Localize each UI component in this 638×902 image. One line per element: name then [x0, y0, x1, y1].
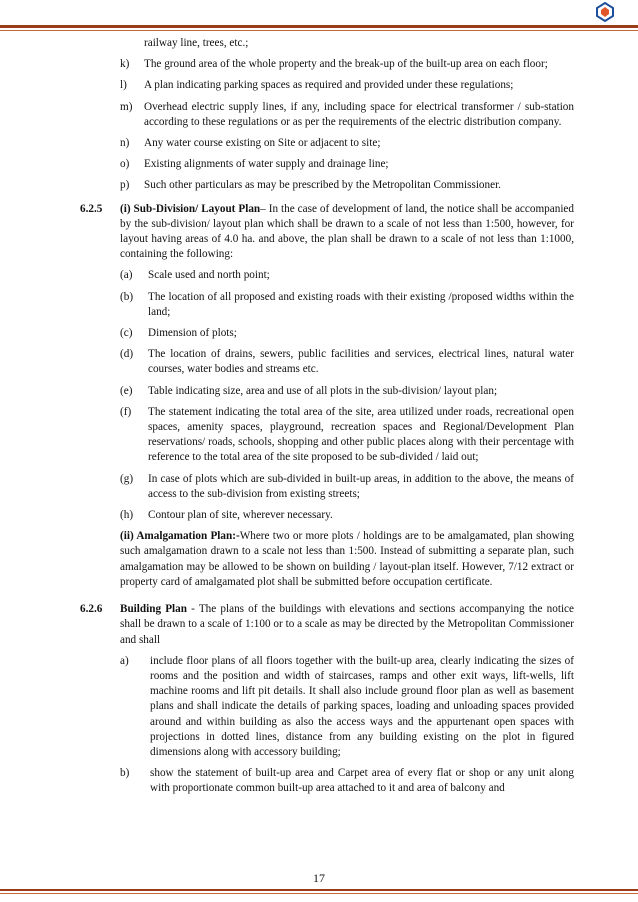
- list-item-a: (a) Scale used and north point;: [120, 269, 270, 282]
- amalgamation-paragraph: [80, 529, 574, 590]
- list-item-g: (g) In case of plots which are sub-divided in built-up areas, in addition to the above, the means of access to the sub-division from existing streets;: [120, 472, 574, 500]
- amalgamation-heading: (ii) Amalgamation Plan:-: [120, 530, 240, 543]
- section-text: - The plans of the buildings with elevations and sections accompanying the notice shall be drawn to a scale of 1:100 or to a scale as may be directed by the Metropolitan Commissioner and shall: [120, 603, 574, 646]
- section-text: – In the case of development of land, the notice shall be accompanied by the sub-division/ layout plan which shall be drawn to a scale of not less than 1:500, however, for layout having areas of 4.0 ha. and above, the plan shall be drawn to a scale of not less than 1:1000, containing the following:: [120, 202, 574, 261]
- list-item-d: (d) The location of drains, sewers, public facilities and services, electrical lines, natural water courses, water bodies and streams etc.: [120, 348, 574, 376]
- list-item-h: (h) Contour plan of site, wherever necessary.: [120, 509, 333, 522]
- section-6-2-6: [80, 602, 574, 648]
- list-item-k: k) The ground area of the whole property and the break-up of the built-up area on each floor;: [120, 58, 548, 71]
- header-rule: [0, 25, 638, 28]
- list-item-continued: railway line, trees, etc.;: [144, 37, 249, 49]
- footer-rule: [0, 889, 638, 891]
- list-item-b: (b) The location of all proposed and existing roads with their existing /proposed widths within the land;: [120, 290, 574, 318]
- page-content: [80, 38, 574, 803]
- list-item-f: (f) The statement indicating the total area of the site, area utilized under roads, recreational open spaces, amenity spaces, playground, recreation spaces and Regional/Development Plan reservations/ roads, schools, shopping and other public places along with their percentage with reference to the total area of the site proposed to be sub-divided / laid out;: [120, 405, 574, 464]
- section-number: 6.2.5: [80, 202, 103, 215]
- section-number: 6.2.6: [80, 603, 103, 616]
- list-item-e: (e) Table indicating size, area and use of all plots in the sub-division/ layout plan;: [120, 384, 498, 397]
- list-item-a: a) include floor plans of all floors together with the built-up area, clearly indicating the sizes of rooms and the position and width of staircases, ramps and other exit ways, lift-wells, lift machine rooms and lift pit details. It shall also include ground floor plan as well as basement plans and shall indicate the details of parking spaces, loading and unloading spaces provided around and within building as also the access ways and the appurtenant open spaces with projections in dotted lines, distance from any building existing on the plot in figured dimensions along with accessory building;: [120, 654, 574, 758]
- page-number: 17: [313, 871, 325, 885]
- list-item-m: m) Overhead electric supply lines, if any, including space for electrical transformer / sub-station according to these regulations or as per the requirements of the electric distribution company.: [120, 100, 574, 128]
- list-item-p: p) Such other particulars as may be prescribed by the Metropolitan Commissioner.: [120, 179, 501, 192]
- section-6-2-5: [80, 202, 574, 263]
- list-item-o: o) Existing alignments of water supply and drainage line;: [120, 158, 389, 171]
- logo-mark-icon: [595, 2, 615, 22]
- list-item-b: b) show the statement of built-up area and Carpet area of every flat or shop or any unit along with proportionate common built-up area attached to it and area of balcony and: [120, 767, 574, 795]
- list-item-c: (c) Dimension of plots;: [120, 327, 237, 340]
- footer-rule-thin: [0, 893, 638, 894]
- list-item-l: l) A plan indicating parking spaces as required and provided under these regulations;: [120, 79, 514, 92]
- amalgamation-text: Where two or more plots / holdings are to be amalgamated, plan showing such amalgamation drawn to a scale not less than 1:500. Instead of submitting a separate plan, such amalgamation may be allowed to be shown on building / layout-plan itself. However, 7/12 extract or property card of amalgamated plot shall be submitted before occupation certificate.: [120, 530, 574, 588]
- list-item-n: n) Any water course existing on Site or adjacent to site;: [120, 137, 381, 150]
- section-heading: Building Plan: [120, 603, 187, 616]
- section-heading: (i) Sub-Division/ Layout Plan: [120, 202, 261, 215]
- header-rule-thin: [0, 30, 638, 31]
